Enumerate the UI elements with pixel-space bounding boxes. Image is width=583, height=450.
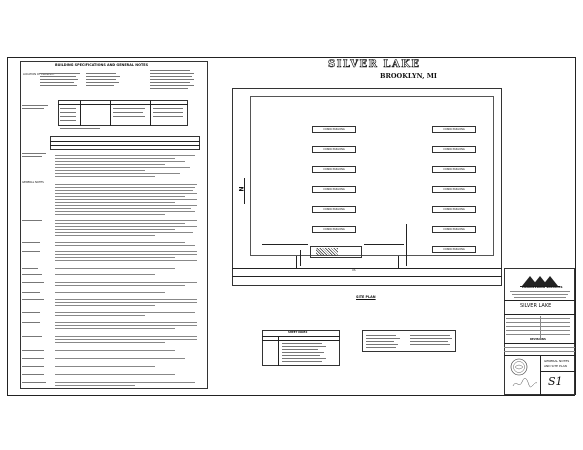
- condo-building: CONDO BUILDING: [432, 206, 476, 213]
- sheet-title-1: GENERAL NOTES: [544, 359, 570, 363]
- condo-building: CONDO BUILDING: [312, 226, 356, 233]
- table-line: [262, 336, 340, 337]
- table-line: [80, 100, 81, 126]
- road-edge: [232, 276, 502, 277]
- revisions-label: REVISIONS: [530, 338, 546, 341]
- title-block-divider: [540, 371, 575, 372]
- driveway: [296, 256, 297, 268]
- table-line: [262, 340, 340, 341]
- title-block-divider: [504, 343, 575, 344]
- condo-building: CONDO BUILDING: [432, 226, 476, 233]
- firm-name: ENGINEERING SERVICES: [522, 285, 563, 289]
- sheet-title-2: AND SITE PLAN: [544, 364, 567, 368]
- title-block-project: SILVER LAKE: [520, 303, 552, 309]
- table-line: [110, 100, 111, 126]
- sheet-index-title: SHEET INDEX: [288, 331, 308, 334]
- title-block-divider: [504, 300, 575, 301]
- condo-building: CONDO BUILDING: [432, 146, 476, 153]
- condo-building: CONDO BUILDING: [312, 166, 356, 173]
- table-line: [278, 336, 279, 366]
- condo-building: CONDO BUILDING: [312, 126, 356, 133]
- project-title: SILVER LAKE: [328, 59, 421, 70]
- condo-building: CONDO BUILDING: [432, 246, 476, 253]
- condo-building: CONDO BUILDING: [432, 126, 476, 133]
- condo-building: CONDO BUILDING: [312, 206, 356, 213]
- condo-building: CONDO BUILDING: [432, 166, 476, 173]
- table-line: [50, 145, 200, 146]
- table-line: [50, 141, 200, 142]
- north-arrow-icon: N: [238, 186, 246, 192]
- location-label: LOCATION OF PROPERTY: [23, 73, 55, 76]
- site-plan-label: SITE PLAN: [356, 295, 376, 299]
- notes-heading: GENERAL NOTES: [22, 181, 44, 184]
- design-loads-table: [50, 136, 200, 150]
- signature-icon: [512, 374, 538, 386]
- frame-bottom: [7, 395, 575, 396]
- road-label: US: [352, 269, 356, 272]
- condo-building: CONDO BUILDING: [432, 186, 476, 193]
- table-line: [58, 104, 188, 105]
- title-block-divider: [504, 314, 575, 315]
- driveway: [398, 256, 399, 268]
- specs-title: BUILDING SPECIFICATIONS AND GENERAL NOTES: [55, 63, 149, 67]
- sheet-number: S1: [548, 375, 563, 388]
- firm-logo: [520, 272, 560, 284]
- title-block-divider: [540, 355, 541, 395]
- table-line: [150, 100, 151, 126]
- frame-left: [7, 57, 8, 395]
- condo-building: CONDO BUILDING: [312, 146, 356, 153]
- frame-right: [575, 57, 576, 395]
- condo-building: CONDO BUILDING: [312, 186, 356, 193]
- hatched-area: [316, 248, 338, 256]
- frame-top: [7, 57, 575, 58]
- road-edge: [232, 268, 502, 269]
- project-subtitle: BROOKLYN, MI: [380, 72, 437, 80]
